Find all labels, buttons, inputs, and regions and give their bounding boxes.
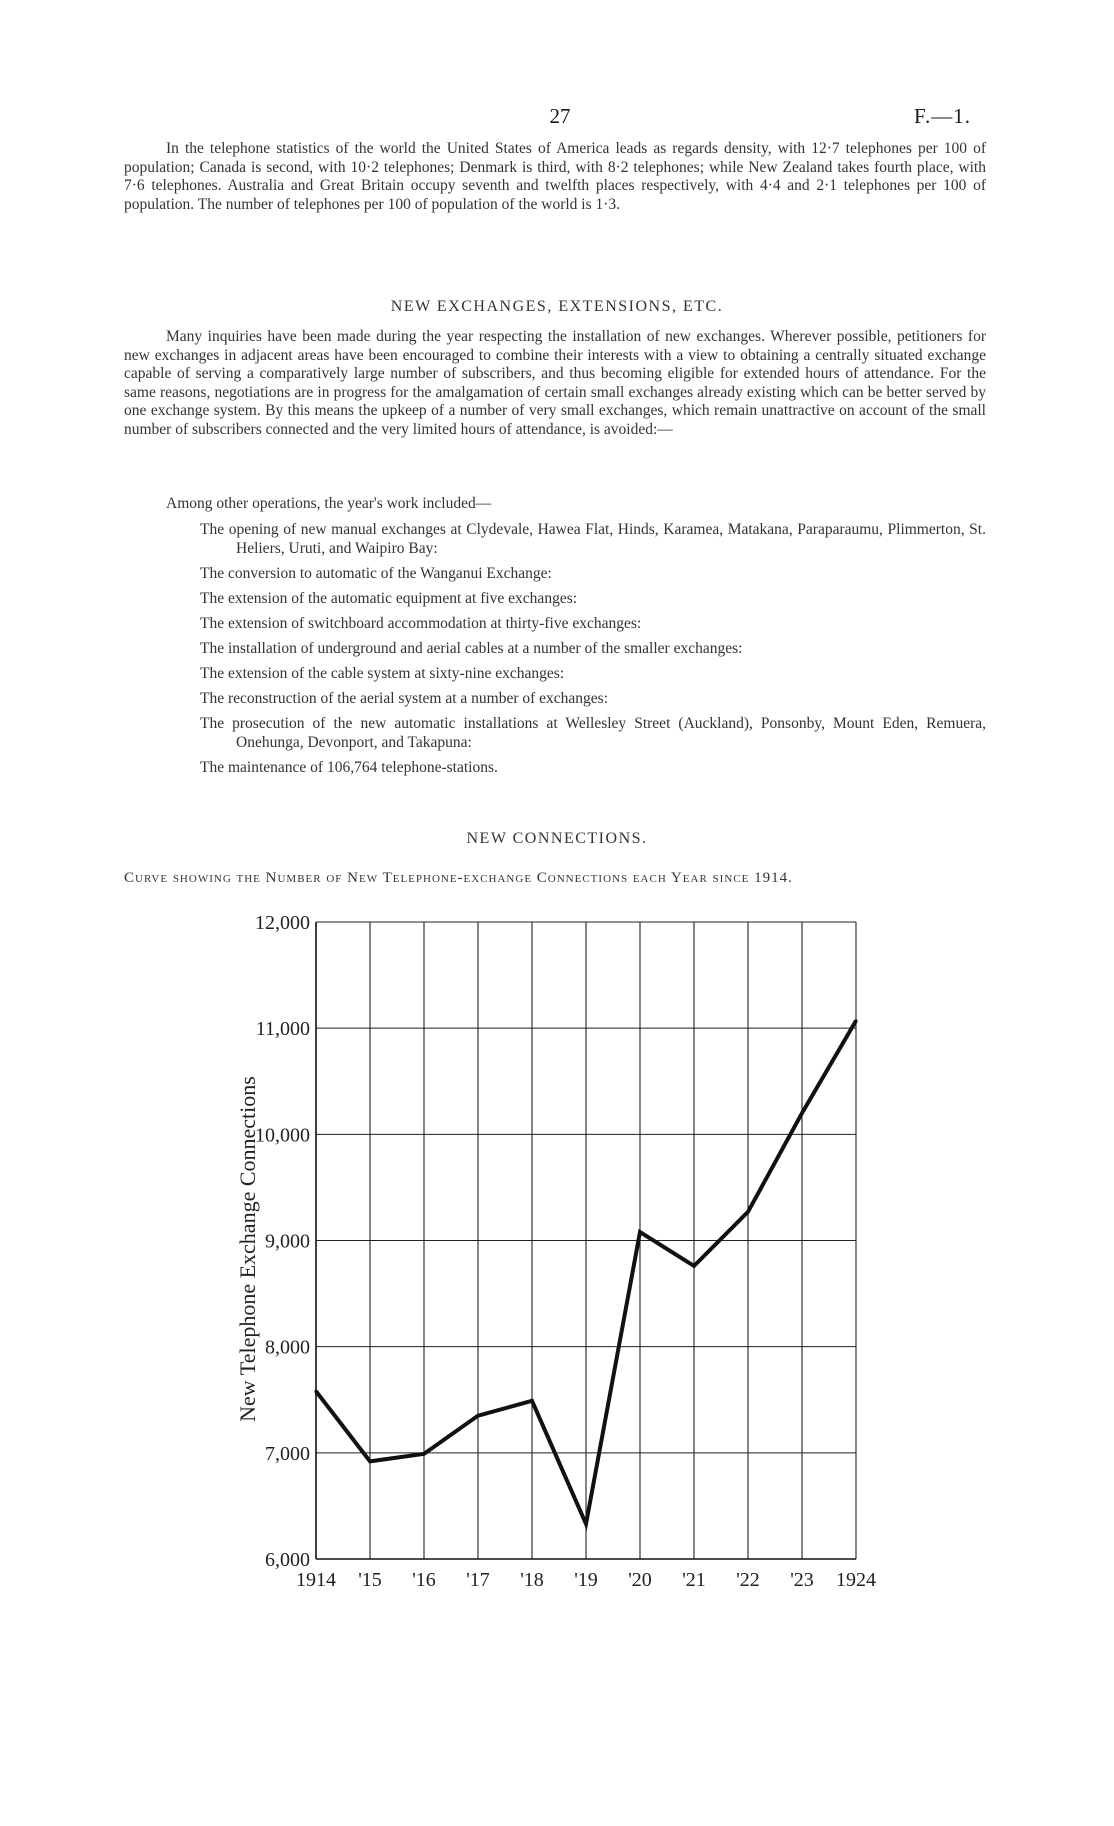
data-point <box>693 1264 696 1267</box>
x-tick-label: 1924 <box>836 1569 876 1591</box>
y-tick-label: 11,000 <box>255 1018 310 1041</box>
data-point <box>531 1399 534 1402</box>
list-item: The extension of switchboard accommodation at thirty-five exchanges: <box>200 614 642 632</box>
chart-grid <box>316 922 856 1559</box>
paragraph-world-statistics: In the telephone statistics of the world the United States of America leads as regards density, with 12·7 telephones per 100 of population; Canada is second, with 10·2 telephones; Denmark is third, with 8·2 telephones; while New Zealand takes fourth place, with 7·6 telephones. Australia and Great Britain occupy seventh and twelfth places respectively, with 4·4 and 2·1 telephones per 100 of population. The number of telephones per 100 of population of the world is 1·3. <box>124 140 986 213</box>
list-item: The extension of the automatic equipment at five exchanges: <box>200 589 578 607</box>
data-point <box>423 1452 426 1455</box>
list-item: The reconstruction of the aerial system at a number of exchanges: <box>200 690 609 708</box>
x-tick-label: '23 <box>790 1569 814 1591</box>
section-heading-new-connections: NEW CONNECTIONS. <box>466 830 648 847</box>
section-heading-new-exchanges: NEW EXCHANGES, EXTENSIONS, ETC. <box>390 298 724 315</box>
data-point <box>855 1019 858 1022</box>
y-tick-label: 9,000 <box>265 1230 310 1253</box>
y-tick-label: 7,000 <box>265 1442 310 1465</box>
list-item: The extension of the cable system at sixty-nine exchanges: <box>200 665 565 683</box>
chart-tick-labels <box>255 912 876 1591</box>
data-point <box>369 1460 372 1463</box>
x-tick-label: '22 <box>736 1569 760 1591</box>
list-item: The maintenance of 106,764 telephone-stations. <box>200 758 498 776</box>
x-tick-label: '21 <box>682 1569 706 1591</box>
x-tick-label: '19 <box>574 1569 598 1591</box>
chart-caption: Curve showing the Number of New Telephone-exchange Connections each Year since 1914. <box>124 870 793 886</box>
y-tick-label: 6,000 <box>265 1549 310 1571</box>
list-item: The conversion to automatic of the Wanganui Exchange: <box>200 564 552 582</box>
y-axis-label: New Telephone Exchange Connections <box>235 1076 260 1422</box>
x-tick-label: '20 <box>628 1569 652 1591</box>
list-item: The prosecution of the new automatic installations at Wellesley Street (Auckland), Ponsonby, Mount Eden, Remuera, Onehunga, Devonport, and Takapuna: <box>200 715 986 751</box>
y-tick-label: 12,000 <box>255 912 310 934</box>
y-tick-label: 8,000 <box>265 1336 310 1359</box>
data-point <box>747 1210 750 1213</box>
operations-intro: Among other operations, the year's work included— <box>166 495 492 512</box>
paragraph-inquiries: Many inquiries have been made during the year respecting the installation of new exchanges. Wherever possible, petitioners for new exchanges in adjacent areas have been encouraged to combine their interests with a view to obtaining a centrally situated exchange capable of serving a comparatively large number of subscribers, and thus becoming eligible for extended hours of attendance. For the same reasons, negotiations are in progress for the amalgamation of certain small exchanges already existing which can be better served by one exchange system. By this means the upkeep of a number of very small exchanges, which remain unattractive on account of the small number of subscribers connected and the very limited hours of attendance, is avoided:— <box>124 328 986 438</box>
data-point <box>477 1414 480 1417</box>
data-point <box>315 1390 318 1393</box>
list-item: The opening of new manual exchanges at Clydevale, Hawea Flat, Hinds, Karamea, Matakana, Paraparaumu, Plimmerton, St. Heliers, Uruti, and Waipiro Bay: <box>200 521 986 557</box>
x-tick-label: '18 <box>520 1569 544 1591</box>
x-tick-label: '15 <box>358 1569 382 1591</box>
x-tick-label: 1914 <box>296 1569 336 1591</box>
y-tick-label: 10,000 <box>255 1124 310 1147</box>
data-point <box>801 1112 804 1115</box>
data-point <box>639 1231 642 1234</box>
document-reference: F.—1. <box>914 104 971 128</box>
x-tick-label: '17 <box>466 1569 490 1591</box>
page-number: 27 <box>549 104 571 128</box>
data-point <box>585 1522 588 1525</box>
x-tick-label: '16 <box>412 1569 436 1591</box>
list-item: The installation of underground and aerial cables at a number of the smaller exchanges: <box>200 639 743 657</box>
